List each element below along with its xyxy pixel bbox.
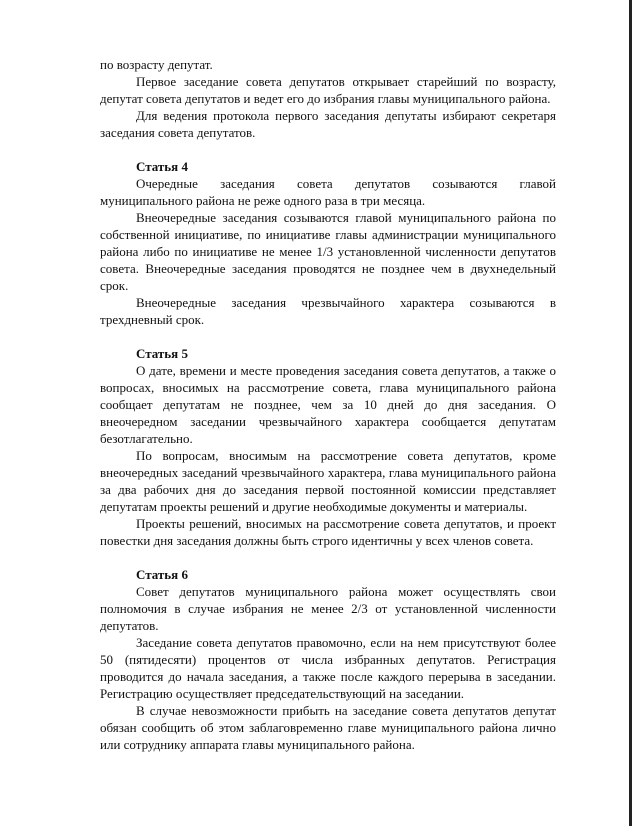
article-heading: Статья 6 xyxy=(136,567,188,582)
article-heading: Статья 4 xyxy=(136,159,188,174)
continuation-text: по возрасту депутат. xyxy=(100,57,213,72)
article-heading: Статья 5 xyxy=(136,346,188,361)
paragraph: Внеочередные заседания чрезвычайного характера созываются в трехдневный срок. xyxy=(100,295,556,327)
paragraph: Для ведения протокола первого заседания депутаты избирают секретаря заседания совета депутатов. xyxy=(100,108,556,140)
paragraph: Первое заседание совета депутатов открывает старейший по возрасту, депутат совета депутатов и ведет его до избрания главы муниципального района. xyxy=(100,74,556,106)
paragraph: О дате, времени и месте проведения заседания совета депутатов, а также о вопросах, вносимых на рассмотрение совета, глава муниципального района сообщает депутатам не позднее, чем за 10 дней до дня заседания. О внеочередном заседании чрезвычайного характера сообщается депутатам безотлагательно. xyxy=(100,363,556,446)
paragraph: Проекты решений, вносимых на рассмотрение совета депутатов, и проект повестки дня заседания должны быть строго идентичны у всех членов совета. xyxy=(100,516,556,548)
paragraph: В случае невозможности прибыть на заседание совета депутатов депутат обязан сообщить об этом заблаговременно главе муниципального района лично или сотруднику аппарата главы муниципального района. xyxy=(100,703,556,752)
paragraph: Заседание совета депутатов правомочно, если на нем присутствуют более 50 (пятидесяти) процентов от числа избранных депутатов. Регистрация проводится до начала заседания, а также после каждого перерыва в заседании. Регистрацию осуществляет председательствующий на заседании. xyxy=(100,635,556,701)
paragraph: Совет депутатов муниципального района может осуществлять свои полномочия в случае избрания не менее 2/3 от установленной численности депутатов. xyxy=(100,584,556,633)
paragraph: По вопросам, вносимым на рассмотрение совета депутатов, кроме внеочередных заседаний чрезвычайного характера, глава муниципального района за два рабочих дня до заседания первой постоянной комиссии представляет депутатам проекты решений и другие необходимые документы и материалы. xyxy=(100,448,556,514)
paragraph: Внеочередные заседания созываются главой муниципального района по собственной инициативе, по инициативе главы администрации муниципального района либо по инициативе не менее 1/3 установленной численности депутатов совета. Внеочередные заседания проводятся не позднее чем в двухнедельный срок. xyxy=(100,210,556,293)
paragraph: Очередные заседания совета депутатов созываются главой муниципального района не реже одного раза в три месяца. xyxy=(100,176,556,208)
document-body xyxy=(100,56,556,753)
scan-edge-line xyxy=(629,0,632,826)
